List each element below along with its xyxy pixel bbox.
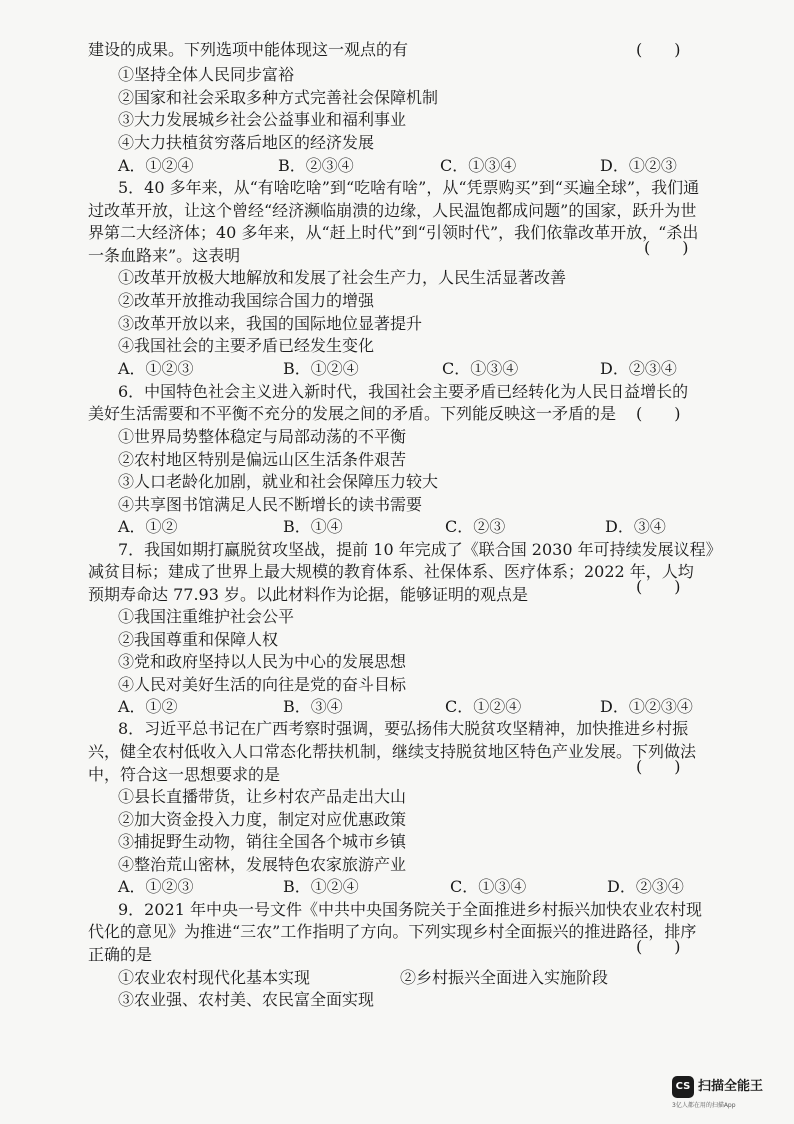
q5-item-1: ①改革开放极大地解放和发展了社会生产力，人民生活显著改善	[118, 268, 567, 287]
q9-stem-line-3: 正确的是	[88, 945, 153, 964]
camscanner-logo-icon: CS	[672, 1076, 694, 1098]
q4-option-b: B．②③④	[278, 156, 354, 175]
q9-stem-line-1: 9．2021 年中央一号文件《中共中央国务院关于全面推进乡村振兴加快农业农村现	[118, 900, 702, 919]
q5-option-a: A．①②③	[118, 359, 194, 378]
q6-option-a: A．①②	[118, 517, 178, 536]
q8-stem-line-2: 兴，健全农村低收入人口常态化帮扶机制，继续支持脱贫地区特色产业发展。下列做法	[88, 742, 697, 761]
q6-stem-line-2: 美好生活需要和不平衡不充分的发展之间的矛盾。下列能反映这一矛盾的是	[88, 404, 617, 423]
q4-item-2: ②国家和社会采取多种方式完善社会保障机制	[118, 88, 439, 107]
scanner-watermark	[672, 1074, 784, 1114]
q7-option-a: A．①②	[118, 697, 178, 716]
q4-stem-end: 建设的成果。下列选项中能体现这一观点的有	[88, 40, 409, 59]
q4-option-a: A．①②④	[118, 156, 194, 175]
q8-stem-line-3: 中，符合这一思想要求的是	[88, 765, 281, 784]
q4-option-c: C．①③④	[440, 156, 517, 175]
watermark-title: 扫描全能王	[698, 1079, 764, 1094]
q6-item-2: ②农村地区特别是偏远山区生活条件艰苦	[118, 450, 407, 469]
q5-stem-line-3: 界第二大经济体；40 多年来，从“赶上时代”到“引领时代”，我们依靠改革开放，“杀出	[88, 223, 699, 242]
q7-stem-line-3: 预期寿命达 77.93 岁。以此材料作为论据，能够证明的观点是	[88, 585, 528, 604]
q4-option-d: D．①②③	[600, 156, 677, 175]
q9-stem-line-2: 代化的意见》为推进“三农”工作指明了方向。下列实现乡村全面振兴的推进路径，排序	[88, 922, 697, 941]
q5-answer-paren: ( )	[644, 238, 689, 257]
q5-item-2: ②改革开放推动我国综合国力的增强	[118, 291, 375, 310]
q8-option-a: A．①②③	[118, 877, 194, 896]
q7-item-3: ③党和政府坚持以人民为中心的发展思想	[118, 652, 407, 671]
q8-option-d: D．②③④	[607, 877, 684, 896]
q5-stem-line-1: 5．40 多年来，从“有啥吃啥”到“吃啥有啥”，从“凭票购买”到“买遍全球”，我们通	[118, 178, 700, 197]
q4-answer-paren: ( )	[636, 40, 681, 59]
q5-option-d: D．②③④	[600, 359, 677, 378]
q7-stem-line-1: 7．我国如期打赢脱贫攻坚战，提前 10 年完成了《联合国 2030 年可持续发展议程》	[118, 540, 722, 559]
q6-answer-paren: ( )	[636, 404, 681, 423]
q4-item-1: ①坚持全体人民同步富裕	[118, 65, 295, 84]
q4-item-4: ④大力扶植贫穷落后地区的经济发展	[118, 133, 375, 152]
q5-item-3: ③改革开放以来，我国的国际地位显著提升	[118, 314, 423, 333]
q7-item-2: ②我国尊重和保障人权	[118, 630, 279, 649]
q5-stem-line-4: 一条血路来”。这表明	[88, 246, 241, 265]
q5-stem-line-2: 过改革开放，让这个曾经“经济濒临崩溃的边缘，人民温饱都成问题”的国家，跃升为世	[88, 201, 697, 220]
q6-item-3: ③人口老龄化加剧，就业和社会保障压力较大	[118, 472, 439, 491]
q9-item-1: ①农业农村现代化基本实现	[118, 968, 311, 987]
q5-item-4: ④我国社会的主要矛盾已经发生变化	[118, 336, 375, 355]
q5-option-c: C．①③④	[442, 359, 519, 378]
q7-stem-line-2: 减贫目标；建成了世界上最大规模的教育体系、社保体系、医疗体系；2022 年，人均	[88, 562, 694, 581]
q5-option-b: B．①②④	[283, 359, 359, 378]
q8-item-1: ①县长直播带货，让乡村农产品走出大山	[118, 787, 407, 806]
q6-stem-line-1: 6．中国特色社会主义进入新时代，我国社会主要矛盾已经转化为人民日益增长的	[118, 382, 689, 401]
q6-item-1: ①世界局势整体稳定与局部动荡的不平衡	[118, 427, 407, 446]
q9-answer-paren: ( )	[636, 937, 681, 956]
q7-item-1: ①我国注重维护社会公平	[118, 607, 295, 626]
q8-option-c: C．①③④	[450, 877, 527, 896]
q7-option-b: B．③④	[283, 697, 343, 716]
q7-option-c: C．①②④	[445, 697, 522, 716]
q6-option-b: B．①④	[283, 517, 343, 536]
q8-item-3: ③捕捉野生动物，销往全国各个城市乡镇	[118, 832, 407, 851]
q8-option-b: B．①②④	[283, 877, 359, 896]
q9-item-2: ②乡村振兴全面进入实施阶段	[400, 968, 609, 987]
q8-item-4: ④整治荒山密林，发展特色农家旅游产业	[118, 855, 407, 874]
watermark-subtitle: 3亿人都在用的扫描App	[672, 1102, 736, 1109]
q7-item-4: ④人民对美好生活的向往是党的奋斗目标	[118, 675, 407, 694]
q6-option-d: D．③④	[605, 517, 666, 536]
q9-item-3: ③农业强、农村美、农民富全面实现	[118, 990, 375, 1009]
q7-answer-paren: ( )	[636, 577, 681, 596]
q6-option-c: C．②③	[445, 517, 506, 536]
q8-stem-line-1: 8．习近平总书记在广西考察时强调，要弘扬伟大脱贫攻坚精神，加快推进乡村振	[118, 719, 689, 738]
q4-item-3: ③大力发展城乡社会公益事业和福利事业	[118, 110, 407, 129]
q6-item-4: ④共享图书馆满足人民不断增长的读书需要	[118, 495, 423, 514]
q7-option-d: D．①②③④	[600, 697, 693, 716]
q8-item-2: ②加大资金投入力度，制定对应优惠政策	[118, 810, 407, 829]
q8-answer-paren: ( )	[636, 757, 681, 776]
